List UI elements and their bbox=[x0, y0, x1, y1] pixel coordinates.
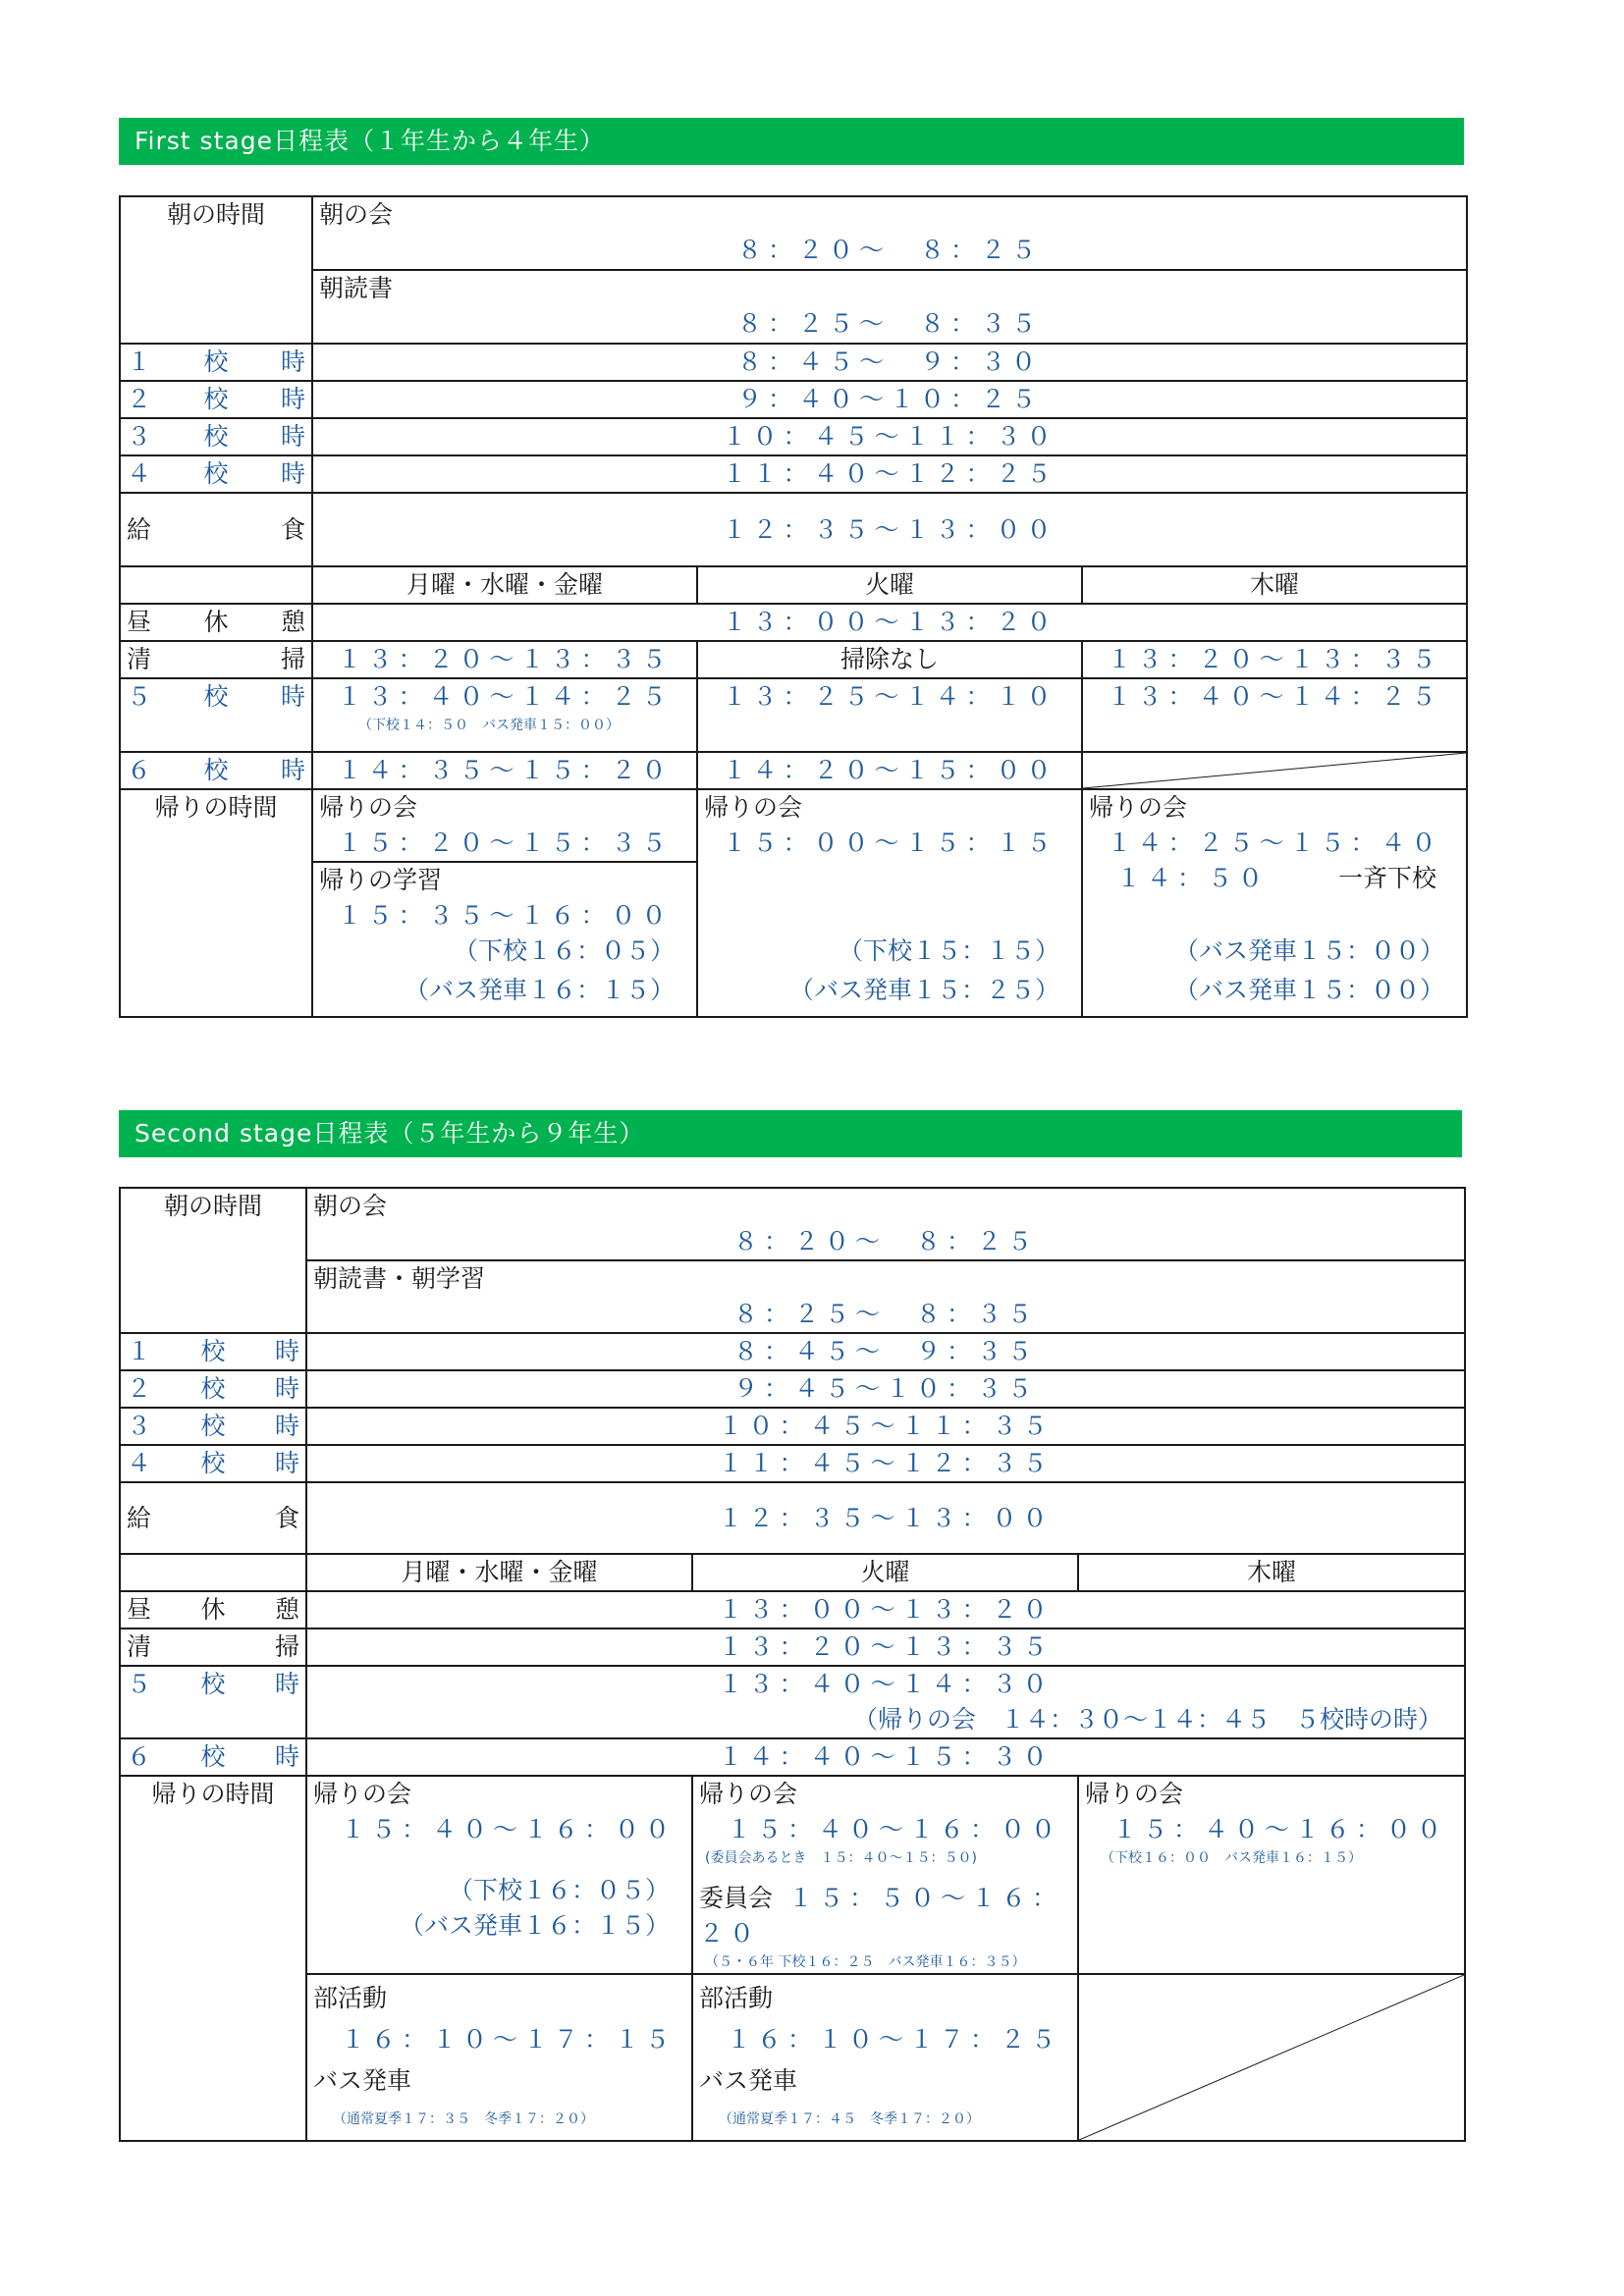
period-row: １ 校 時 ８：４５～ ９：３５ bbox=[120, 1333, 1465, 1370]
break-row: 昼 休 憩 １３：００～１３：２０ bbox=[120, 1591, 1465, 1629]
morning-assembly-time: ８：２０～ ８：２５ bbox=[737, 236, 1043, 264]
period5-tue: １３：２５～１４：１０ bbox=[722, 682, 1057, 711]
period-label: ２ 校 時 bbox=[127, 385, 305, 413]
stage2-title: Second stage日程表（５年生から９年生） bbox=[119, 1110, 1462, 1157]
morning-reading-name: 朝読書 bbox=[319, 274, 394, 302]
break-time: １３：００～１３：２０ bbox=[718, 1595, 1054, 1624]
return-assembly-name: 帰りの会 bbox=[319, 793, 418, 822]
period-time: ９：４５～１０：３５ bbox=[733, 1374, 1039, 1403]
club-row bbox=[120, 1974, 1465, 2141]
return-assembly-name: 帰りの会 bbox=[1089, 793, 1188, 822]
break-time: １３：００～１３：２０ bbox=[722, 608, 1057, 636]
grade56-dismissal-note: （５・６年 下校１６：２５ バス発車１６：３５） bbox=[705, 1954, 1026, 1970]
period-time: ８：４５～ ９：３５ bbox=[733, 1337, 1039, 1365]
return-bus-note: （バス発車１６：１５） bbox=[399, 1911, 670, 1940]
return-assembly-name: 帰りの会 bbox=[699, 1780, 798, 1808]
no-club-slash bbox=[1078, 1974, 1465, 2141]
morning-study-time: ８：２５～ ８：３５ bbox=[733, 1300, 1039, 1328]
return-dismissal-note: （下校１６：０５） bbox=[448, 1876, 670, 1904]
club-time: １６：１０～１７：２５ bbox=[727, 2025, 1062, 2054]
return-bus-note: （バス発車１５：００） bbox=[1174, 936, 1445, 965]
period6-time: １４：４０～１５：３０ bbox=[718, 1742, 1054, 1771]
period-label: ３ 校 時 bbox=[127, 422, 305, 451]
period-row: ３ 校 時 １０：４５～１１：３５ bbox=[120, 1408, 1465, 1445]
group-dismissal-label: 一斉下校 bbox=[1338, 864, 1437, 892]
return-assembly-name: 帰りの会 bbox=[1085, 1780, 1184, 1808]
morning-assembly-time: ８：２０～ ８：２５ bbox=[733, 1227, 1039, 1255]
period5-mwf-note: （下校１４：５０ バス発車１５：００） bbox=[358, 718, 620, 733]
period5-time: １３：４０～１４：３０ bbox=[718, 1670, 1054, 1698]
period-row: ４ 校 時 １１：４５～１２：３５ bbox=[120, 1445, 1465, 1482]
club-name: 部活動 bbox=[313, 1984, 388, 2012]
header-tue: 火曜 bbox=[697, 566, 1082, 604]
header-thu: 木曜 bbox=[1082, 566, 1467, 604]
weekday-header-row bbox=[120, 1554, 1465, 1591]
return-assembly-name: 帰りの会 bbox=[313, 1780, 412, 1808]
bus-departure-name: バス発車 bbox=[699, 2066, 798, 2095]
period5-row bbox=[120, 678, 1467, 752]
return-study-time: １５：３５～１６：００ bbox=[337, 901, 673, 930]
bus-departure-name: バス発車 bbox=[313, 2066, 412, 2095]
period5-note: （帰りの会 １４：３０～１４：４５ ５校時の時） bbox=[853, 1705, 1443, 1734]
committee-name: 委員会 bbox=[699, 1884, 774, 1912]
lunch-time: １２：３５～１３：００ bbox=[718, 1503, 1054, 1532]
return-bus-note: （バス発車１６：１５） bbox=[404, 976, 675, 1004]
period-label: ４ 校 時 bbox=[127, 459, 305, 488]
lunch-row: 給 食 １２：３５～１３：００ bbox=[120, 1482, 1465, 1554]
period5-label: ５ 校 時 bbox=[127, 682, 305, 711]
club-name: 部活動 bbox=[699, 1984, 774, 2012]
return-bus-note-2: （バス発車１５：００） bbox=[1174, 976, 1445, 1004]
return-label: 帰りの時間 bbox=[120, 1776, 306, 2141]
lunch-row bbox=[120, 493, 1467, 566]
period-row: ２ 校 時 ９：４５～１０：３５ bbox=[120, 1370, 1465, 1408]
morning-label: 朝の時間 bbox=[120, 196, 312, 344]
period-time: １１：４５～１２：３５ bbox=[718, 1449, 1054, 1477]
break-row bbox=[120, 604, 1467, 641]
morning-assembly-name: 朝の会 bbox=[319, 200, 394, 229]
period6-label: ６ 校 時 bbox=[127, 756, 305, 784]
return-row bbox=[120, 789, 1467, 1017]
header-tue: 火曜 bbox=[692, 1554, 1078, 1591]
cleaning-mwf: １３：２０～１３：３５ bbox=[337, 645, 673, 673]
header-thu: 木曜 bbox=[1078, 1554, 1465, 1591]
return-assembly-time: １５：２０～１５：３５ bbox=[337, 828, 673, 857]
return-bus-note: （バス発車１５：２５） bbox=[788, 976, 1059, 1004]
period6-row bbox=[120, 752, 1467, 789]
return-assembly-time: １５：４０～１６：００ bbox=[1112, 1815, 1448, 1843]
stage1-title: First stage日程表（１年生から４年生） bbox=[119, 118, 1464, 165]
period-row bbox=[120, 344, 1467, 381]
committee-note: (委員会あるとき １５：４０～１５：５０) bbox=[705, 1850, 977, 1866]
period-row bbox=[120, 418, 1467, 455]
bus-departure-note: （通常夏季１７：４５ 冬季１７：２０） bbox=[719, 2111, 980, 2127]
period-time: １１：４０～１２：２５ bbox=[722, 459, 1057, 488]
period-row bbox=[120, 455, 1467, 493]
return-assembly-time: １５：４０～１６：００ bbox=[341, 1815, 677, 1843]
committee-time: １５：５０～１６：２０ bbox=[699, 1884, 1062, 1948]
weekday-header-row bbox=[120, 566, 1467, 604]
cleaning-tue: 掃除なし bbox=[697, 641, 1082, 678]
return-label: 帰りの時間 bbox=[120, 789, 312, 1017]
return-study-name: 帰りの学習 bbox=[319, 866, 443, 894]
cleaning-time: １３：２０～１３：３５ bbox=[718, 1632, 1054, 1661]
cleaning-thu: １３：２０～１３：３５ bbox=[1107, 645, 1442, 673]
cleaning-row bbox=[120, 641, 1467, 678]
period-time: ８：４５～ ９：３０ bbox=[737, 347, 1043, 376]
period5-row: ５ 校 時 １３：４０～１４：３０ （帰りの会 １４：３０～１４：４５ ５校時の時） bbox=[120, 1666, 1465, 1738]
header-mwf: 月曜・水曜・金曜 bbox=[306, 1554, 692, 1591]
morning-study-name: 朝読書・朝学習 bbox=[313, 1264, 486, 1293]
cleaning-row: 清 掃 １３：２０～１３：３５ bbox=[120, 1629, 1465, 1666]
cleaning-label: 清 掃 bbox=[127, 645, 305, 673]
header-mwf: 月曜・水曜・金曜 bbox=[312, 566, 697, 604]
period6-row: ６ 校 時 １４：４０～１５：３０ bbox=[120, 1738, 1465, 1776]
stage2-schedule-table bbox=[119, 1187, 1466, 2142]
break-label: 昼 休 憩 bbox=[127, 608, 305, 636]
period5-mwf: １３：４０～１４：２５ bbox=[337, 682, 673, 711]
morning-assembly-name: 朝の会 bbox=[313, 1192, 388, 1220]
return-assembly-name: 帰りの会 bbox=[704, 793, 803, 822]
morning-reading-cell bbox=[312, 270, 1467, 344]
morning-assembly-cell bbox=[312, 196, 1467, 270]
lunch-label: 給 食 bbox=[127, 514, 305, 544]
group-dismissal-time: １４：５０ bbox=[1116, 864, 1270, 892]
lunch-time: １２：３５～１３：００ bbox=[722, 514, 1057, 544]
period-time: １０：４５～１１：３０ bbox=[722, 422, 1057, 451]
period5-thu: １３：４０～１４：２５ bbox=[1107, 682, 1442, 711]
return-dismissal-note: （下校１６：０５） bbox=[453, 936, 675, 965]
return-bus-note: （下校１６：００ バス発車１６：１５） bbox=[1101, 1850, 1362, 1866]
return-dismissal-note: （下校１５：１５） bbox=[838, 936, 1059, 965]
morning-label: 朝の時間 bbox=[120, 1188, 306, 1333]
period6-mwf: １４：３５～１５：２０ bbox=[337, 756, 673, 784]
morning-reading-time: ８：２５～ ８：３５ bbox=[737, 309, 1043, 338]
period-label: １ 校 時 bbox=[127, 347, 305, 376]
bus-departure-note: （通常夏季１７：３５ 冬季１７：２０） bbox=[333, 2111, 594, 2127]
return-row bbox=[120, 1776, 1465, 1974]
period-time: ９：４０～１０：２５ bbox=[737, 385, 1043, 413]
return-assembly-time: １５：４０～１６：００ bbox=[727, 1815, 1062, 1843]
stage1-schedule-table bbox=[119, 195, 1468, 1018]
period6-tue: １４：２０～１５：００ bbox=[722, 756, 1057, 784]
return-assembly-time: １５：００～１５：１５ bbox=[722, 828, 1057, 857]
club-time: １６：１０～１７：１５ bbox=[341, 2025, 677, 2054]
return-assembly-time: １４：２５～１５：４０ bbox=[1107, 828, 1442, 857]
period-time: １０：４５～１１：３５ bbox=[718, 1412, 1054, 1440]
period-row bbox=[120, 381, 1467, 418]
no-class-slash bbox=[1082, 752, 1467, 789]
